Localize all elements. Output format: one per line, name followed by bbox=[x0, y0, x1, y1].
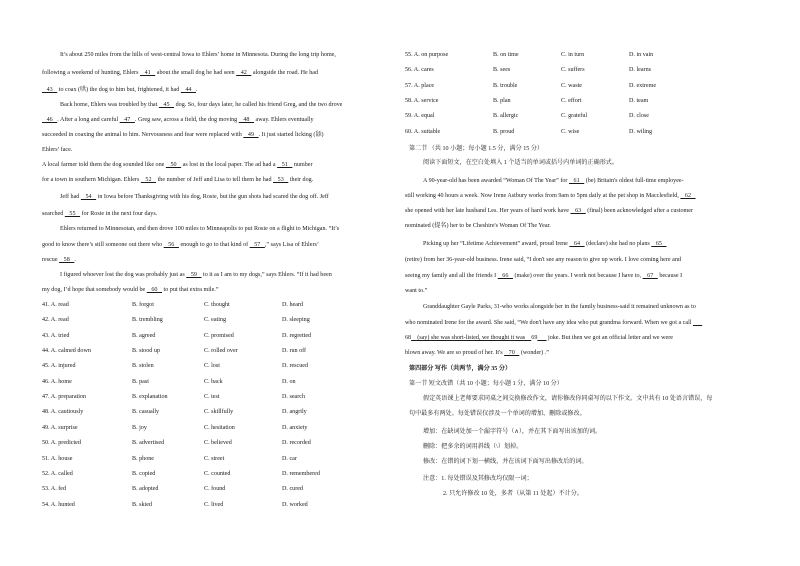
option-b: B. sees bbox=[493, 67, 511, 74]
option-b: B. phone bbox=[132, 455, 155, 462]
passage-line: Picking up her “Lifetime Achievement” award, proud Irene 64 (declare) she had no plans 65 bbox=[423, 241, 667, 247]
option-a: 47. A. preparation bbox=[42, 394, 86, 401]
option-a: 54. A. hunted bbox=[42, 501, 75, 508]
option-a: 41. A. read bbox=[42, 302, 69, 308]
option-a: 46. A. home bbox=[42, 378, 72, 385]
option-c: C. counted bbox=[204, 470, 231, 477]
option-c: C. grateful bbox=[561, 113, 588, 120]
option-a: 50. A. predicted bbox=[42, 440, 81, 447]
passage-line: who nominated Irene for the award. She said, “We don't have any idea who put grandma forward. When we got a call bbox=[405, 320, 702, 326]
option-d: D. worked bbox=[282, 501, 308, 508]
option-d: D. angrily bbox=[282, 409, 307, 416]
option-c: C. skillfully bbox=[204, 409, 234, 416]
blank: 63 bbox=[570, 208, 586, 214]
option-d: D. extreme bbox=[629, 82, 657, 89]
passage-line: Ehlers returned to Minnesotan, and then drove 100 miles to Minneapolis to put Rosie on a flight to Michigan. “It’s bbox=[60, 226, 340, 232]
option-a: 56. A. cares bbox=[405, 67, 434, 74]
option-a: 45. A. injured bbox=[42, 363, 76, 370]
section2-title: 第二节 （共 10 小题；每小题 1.5 分，满分 15 分） bbox=[409, 146, 544, 152]
option-a: 42. A. read bbox=[42, 317, 69, 324]
passage-line: It’s about 250 miles from the hills of west-central Iowa to Ehlers’ home in Minnesota. During the long trip home, bbox=[60, 52, 336, 58]
option-b: B. proud bbox=[493, 128, 515, 135]
option-d: D. learns bbox=[629, 67, 651, 74]
option-a: 43. A. tried bbox=[42, 332, 70, 339]
blank: 47 bbox=[119, 117, 135, 123]
section2-instruction: 阅读下面短文，在空白处填入 1 个适当的单词或括号内单词的正确形式。 bbox=[423, 160, 618, 166]
blank: 46 bbox=[42, 117, 58, 123]
option-d: D. run off bbox=[282, 348, 307, 355]
blank: 65 bbox=[651, 241, 667, 247]
passage-line: for a town in southern Michigan. Ehlers 52 the number of Jeff and Lisa to tell them he had 53 their dog. bbox=[42, 177, 314, 183]
option-a: 60. A. suitable bbox=[405, 128, 441, 135]
instruction-line: 句中最多有两处。每处错误仅涉及一个单词的增加、删除或修改。 bbox=[409, 411, 586, 417]
option-b: B. trembling bbox=[132, 317, 163, 324]
option-d: D. team bbox=[629, 97, 649, 104]
option-c: C. suffers bbox=[561, 67, 585, 74]
option-d: D. recorded bbox=[282, 440, 311, 447]
option-b: B. advertised bbox=[132, 440, 165, 447]
blank bbox=[537, 335, 546, 341]
blank: 53 bbox=[273, 177, 289, 183]
blank: 64 bbox=[569, 241, 585, 247]
option-b: B. copied bbox=[132, 470, 156, 477]
option-b: B. joy bbox=[132, 424, 147, 431]
option-c: C. back bbox=[204, 378, 223, 385]
passage-line: still working 40 hours a week. Now Irene Astbury works from 9am to 5pm daily at the pet shop in Macclesfield, 62 bbox=[405, 193, 696, 199]
rule-item: 删除：把多余的词用斜线（\）划掉。 bbox=[423, 444, 523, 450]
option-c: C. lost bbox=[204, 363, 220, 370]
blank: 54 bbox=[80, 194, 97, 200]
passage-line: I figured whoever lost the dog was probably just as 59 to it as I am to my dogs,” says Ehlers. “If it had been bbox=[60, 272, 332, 278]
passage-line: nominated (提名) her to be Cheshire's Woman Of The Year. bbox=[405, 223, 551, 229]
section1-title: 第一节 短文改错（共 10 小题；每小题 1 分，满分 10 分） bbox=[409, 381, 563, 387]
passage-line: seeing my family and all the friends I 66 (make) over the years. I work not because I have to, 67 because I bbox=[405, 273, 683, 279]
blank: 45 bbox=[158, 102, 175, 108]
option-a: 58. A. service bbox=[405, 97, 439, 104]
rule-item: 修改：在错的词下划一横线，并在该词下面写出修改后的词。 bbox=[423, 459, 588, 465]
passage-line: succeeded in coaxing the animal to him. Nervousness and fear were replaced with 49 . It just started licking (舔) bbox=[42, 132, 324, 138]
rule-item: 增加：在缺词处加一个漏字符号（∧），并在其下面写出该加的词。 bbox=[423, 429, 602, 435]
passage-line: A 90-year-old has been awarded “Woman Of The Year” for 61 (be) Britain's oldest full-time employee- bbox=[423, 178, 684, 184]
option-b: B. stood up bbox=[132, 348, 160, 355]
passage-line: want to.” bbox=[405, 288, 428, 294]
passage-line: A local farmer told them the dog sounded like one 50 as lost in the local paper. The ad had a 51 number bbox=[42, 162, 313, 168]
option-d: D. close bbox=[629, 113, 649, 120]
option-a: 49. A. surprise bbox=[42, 424, 78, 431]
note-item: 2. 只允许修改 10 处，多者（从第 11 处起）不计分。 bbox=[443, 491, 583, 497]
option-d: D. car bbox=[282, 455, 297, 462]
option-d: D. regretted bbox=[282, 332, 312, 339]
option-a: 53. A. fed bbox=[42, 486, 67, 493]
option-b: B. forgot bbox=[132, 302, 154, 308]
option-c: C. rolled over bbox=[204, 348, 238, 355]
passage-line: 43 to coax (哄) the dog to him but, frightened, it had 44 . bbox=[42, 87, 198, 93]
option-c: C. believed bbox=[204, 440, 232, 447]
blank: 61 bbox=[568, 178, 585, 184]
blank: 59 bbox=[186, 272, 202, 278]
blank: 52 bbox=[140, 177, 157, 183]
passage-line: Jeff had 54 in Iowa before Thanksgiving with his dog, Rosie, but the gun shots had scared the dog off. Jeff bbox=[60, 194, 329, 200]
instruction-line: 假定英语课上老师要求同桌之间交换修改作文，请你修改你同桌写的以下作文。文中共有 10 处语言错误，每 bbox=[423, 396, 713, 402]
passage-line: Back home, Ehlers was troubled by that 45 dog. So, four days later, he called his friend Greg, and the two drove bbox=[60, 102, 343, 108]
option-c: C. thought bbox=[204, 302, 230, 308]
option-d: D. anxiety bbox=[282, 424, 308, 431]
option-a: 59. A. equal bbox=[405, 113, 435, 120]
blank: 49 bbox=[243, 132, 259, 138]
passage-line: Granddaughter Gayle Parks, 31-who works alongside her in the family business-said it remained unknown as to bbox=[423, 304, 696, 310]
blank: 50 bbox=[165, 162, 182, 168]
option-c: C. eating bbox=[204, 317, 227, 324]
passage-line: searched 55 for Rosie in the next four days. bbox=[42, 211, 158, 217]
blank: 60 bbox=[146, 287, 162, 293]
blank: 66 bbox=[497, 273, 513, 279]
option-d: D. sleeping bbox=[282, 317, 310, 324]
option-c: C. test bbox=[204, 394, 220, 401]
blank: 55 bbox=[64, 211, 81, 217]
passage-line: my dog, I’d hope that somebody would be 60 to put that extra mile.” bbox=[42, 287, 219, 293]
blank: 62 bbox=[680, 193, 696, 199]
blank: 67 bbox=[642, 273, 658, 279]
option-a: 51. A. house bbox=[42, 455, 73, 462]
option-d: D. in vain bbox=[629, 52, 654, 58]
option-a: 55. A. on purpose bbox=[405, 52, 449, 58]
passage-line: rescue 58 . bbox=[42, 257, 76, 263]
option-c: C. wise bbox=[561, 128, 580, 135]
blank bbox=[693, 320, 702, 326]
blank: 43 bbox=[42, 87, 58, 93]
option-d: D. wiling bbox=[629, 128, 653, 135]
option-b: B. stolen bbox=[132, 363, 154, 370]
passage-line: good to know there’s still someone out there who 56 enough to go to that kind of 57 ,” says Lisa of Ehlers’ bbox=[42, 242, 319, 248]
passage-line: 68 (say) she was short-listed, we thought it was 69 joke. But then we got an official letter and we were bbox=[405, 335, 673, 341]
blank: (say) she was short-listed, we thought it was bbox=[411, 335, 532, 341]
option-a: 48. A. cautiously bbox=[42, 409, 84, 416]
passage-line: she opened with her late husband Les. Her years of hard work have 63 (final) been acknowledged after a customer bbox=[405, 208, 693, 214]
blank: 44 bbox=[180, 87, 197, 93]
blank: 48 bbox=[238, 117, 254, 123]
blank: 41 bbox=[140, 70, 156, 76]
option-a: 52. A. called bbox=[42, 470, 73, 477]
note-item: 注意：1. 每处错误及其修改均仅限一词； bbox=[423, 476, 533, 482]
option-c: C. effort bbox=[561, 97, 582, 104]
blank: 42 bbox=[236, 70, 252, 76]
option-d: D. on bbox=[282, 378, 296, 385]
option-b: B. explanation bbox=[132, 394, 168, 401]
option-b: B. agreed bbox=[132, 332, 156, 339]
option-a: 57. A. place bbox=[405, 82, 435, 89]
passage-line: (retire) from her 36-year-old business. Irene said, “I don't see any reason to give up work. I love coming here and bbox=[405, 257, 681, 263]
option-b: B. adopted bbox=[132, 486, 159, 493]
passage-line: 46 . After a long and careful 47 . Greg saw, across a field, the dog moving 48 away. Ehlers eventually bbox=[42, 117, 314, 123]
option-b: B. plan bbox=[493, 97, 511, 104]
option-c: C. found bbox=[204, 486, 226, 493]
option-a: 44. A. calmed down bbox=[42, 348, 91, 355]
option-b: B. skied bbox=[132, 501, 152, 508]
option-b: B. trouble bbox=[493, 82, 518, 89]
option-b: B. on time bbox=[493, 52, 519, 58]
blank: 56 bbox=[163, 242, 179, 248]
blank: 57 bbox=[249, 242, 265, 248]
passage-line: following a weekend of hunting, Ehlers 41 about the small dog he had seen 42 alongside the road. He had bbox=[42, 70, 319, 76]
option-d: D. search bbox=[282, 394, 306, 401]
option-c: C. waste bbox=[561, 82, 582, 89]
option-d: D. heard bbox=[282, 302, 303, 308]
option-c: C. street bbox=[204, 455, 225, 462]
option-c: C. lived bbox=[204, 501, 224, 508]
part4-title: 第四部分 写作（共两节，满分 35 分） bbox=[409, 366, 512, 372]
option-d: D. rescued bbox=[282, 363, 309, 370]
option-c: C. in turn bbox=[561, 52, 585, 58]
option-d: D. cured bbox=[282, 486, 303, 493]
passage-line: Ehlers’ face. bbox=[42, 147, 73, 153]
option-b: B. past bbox=[132, 378, 149, 385]
blank: 70 bbox=[504, 350, 520, 356]
passage-line: blown away. We are so proud of her. It's 70 (wonder) .” bbox=[405, 350, 549, 356]
option-b: B. allergic bbox=[493, 113, 519, 120]
option-c: C. hesitation bbox=[204, 424, 235, 431]
option-b: B. casually bbox=[132, 409, 160, 416]
blank: 51 bbox=[277, 162, 293, 168]
option-d: D. remembered bbox=[282, 470, 320, 477]
blank: 58 bbox=[59, 257, 75, 263]
option-c: C. promised bbox=[204, 332, 234, 339]
